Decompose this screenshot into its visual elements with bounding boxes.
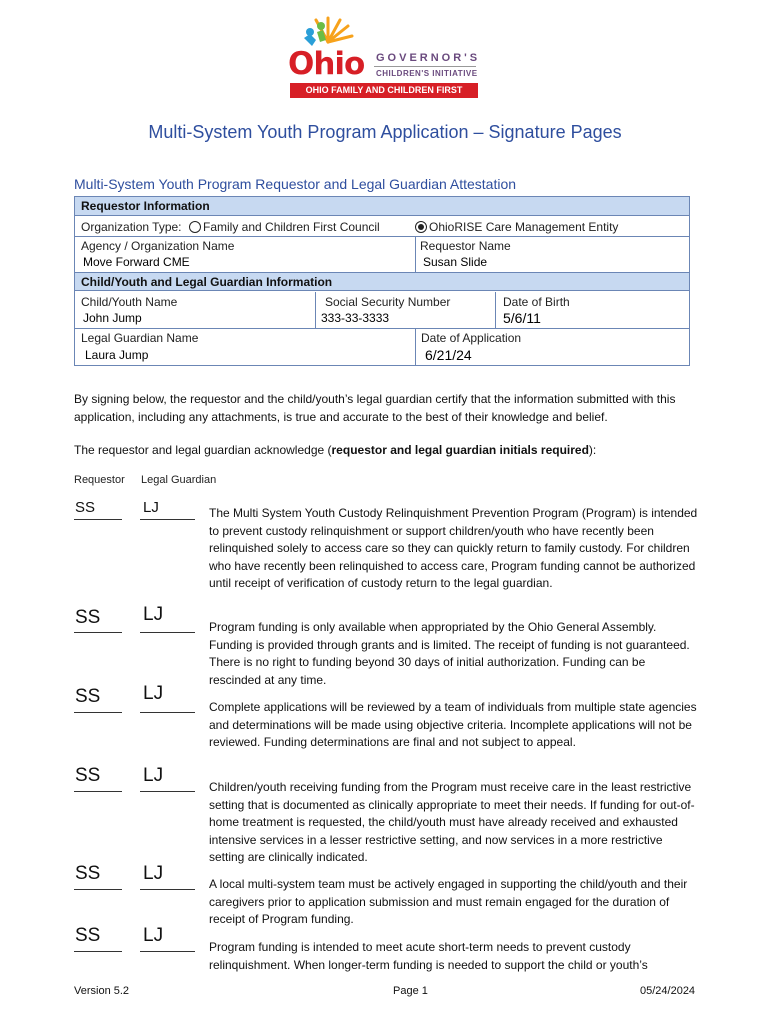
child-name-label: Child/Youth Name	[81, 295, 178, 309]
requestor-initials[interactable]: SS	[75, 607, 101, 628]
guardian-label: Legal Guardian Name	[81, 331, 199, 345]
statement-review: Complete applications will be reviewed by a team of individuals from multiple state agencies and determinations will be made using objective criteria. Incomplete applications will not be reviewed. Funding determinations are final and not subject to appeal.	[209, 700, 697, 749]
section-title: Multi-System Youth Program Requestor and Legal Guardian Attestation	[74, 176, 517, 192]
ohio-wordmark: Ohio	[288, 46, 365, 82]
radio-selected-icon[interactable]	[415, 221, 427, 233]
logo-divider	[374, 66, 476, 67]
requestor-initials[interactable]: SS	[75, 686, 101, 707]
statement-funding: Program funding is only available when appropriated by the Ohio General Assembly. Funding is provided through grants and is limited. The receipt of funding is not guaranteed. There is no right to funding beyond 30 days of initial authorization. Funding can be rescinded at any time.	[209, 620, 690, 687]
agency-label: Agency / Organization Name	[81, 239, 235, 253]
guardian-initials[interactable]: LJ	[143, 765, 164, 786]
statement-short-term: Program funding is intended to meet acute short-term needs to prevent custody relinquishment. When longer-term funding is needed to support the child or youth’s	[209, 940, 648, 972]
childrens-initiative-text: CHILDREN'S INITIATIVE	[376, 69, 478, 78]
governors-text: GOVERNOR'S	[376, 52, 481, 64]
org-option-ohiorise[interactable]: OhioRISE Care Management Entity	[415, 220, 618, 234]
requestor-info-header: Requestor Information	[75, 197, 689, 216]
dob-label: Date of Birth	[503, 295, 570, 309]
requestor-initials[interactable]: SS	[75, 499, 96, 516]
dob-field[interactable]: 5/6/11	[503, 310, 541, 326]
guardian-initials[interactable]: LJ	[143, 863, 164, 884]
guardian-initials[interactable]: LJ	[143, 925, 164, 946]
requestor-name-label: Requestor Name	[420, 239, 511, 253]
org-option-fcfc[interactable]: Family and Children First Council	[189, 220, 380, 234]
statement-local-team: A local multi-system team must be actively engaged in supporting the child/youth and their caregivers prior to application submission and must remain engaged for the duration of receipt of Program funding.	[209, 877, 688, 926]
org-type-label: Organization Type:	[81, 220, 182, 234]
certification-text: By signing below, the requestor and the child/youth’s legal guardian certify that the information submitted with this application, including any attachments, is true and accurate to the best of their knowledge and belief.	[74, 392, 676, 424]
guardian-initials[interactable]: LJ	[143, 499, 159, 516]
ssn-field[interactable]: 333-33-3333	[321, 311, 390, 325]
acknowledgement-text: The requestor and legal guardian acknowledge (requestor and legal guardian initials required):	[74, 443, 597, 457]
logo-banner: OHIO FAMILY AND CHILDREN FIRST	[290, 83, 478, 98]
agency-field[interactable]: Move Forward CME	[83, 255, 190, 269]
guardian-initials[interactable]: LJ	[143, 683, 164, 704]
guardian-initials[interactable]: LJ	[143, 604, 164, 625]
footer-version: Version 5.2	[74, 985, 130, 997]
requestor-name-field[interactable]: Susan Slide	[423, 255, 488, 269]
footer-date: 05/24/2024	[640, 985, 696, 997]
requestor-initials[interactable]: SS	[75, 863, 101, 884]
radio-unselected-icon[interactable]	[189, 221, 201, 233]
guardian-field[interactable]: Laura Jump	[85, 348, 149, 362]
ssn-label: Social Security Number	[325, 295, 451, 309]
ohio-fcf-logo	[288, 12, 488, 100]
attestation-form	[74, 196, 690, 366]
child-info-header: Child/Youth and Legal Guardian Information	[75, 272, 689, 291]
requestor-initials[interactable]: SS	[75, 765, 101, 786]
requestor-initials[interactable]: SS	[75, 925, 101, 946]
app-date-field[interactable]: 6/21/24	[425, 347, 472, 363]
requestor-column-label: Requestor	[74, 474, 125, 486]
statement-least-restrictive: Children/youth receiving funding from the Program must receive care in the least restrictive setting that is documented as clinically appropriate to meet their needs. If funding for out-of-home treatment is requested, the child/youth must have already received and exhausted intensive services in a lesser restrictive setting, and now services in a more restrictive setting are clinically indicated.	[209, 780, 695, 864]
child-name-field[interactable]: John Jump	[83, 311, 142, 325]
guardian-column-label: Legal Guardian	[141, 474, 217, 486]
statement-custody: The Multi System Youth Custody Relinquishment Prevention Program (Program) is intended to prevent custody relinquishment or support children/youth who have recently been relinquished solely to access care so they can quickly return to family custody. For children who have recently been relinquished to access care, Program funding cannot be authorized until receipt of verification of custody return to the legal guardian.	[209, 506, 698, 590]
footer-page: Page 1	[393, 985, 428, 997]
app-date-label: Date of Application	[421, 331, 522, 345]
page-title: Multi-System Youth Program Application – Signature Pages	[148, 122, 622, 142]
